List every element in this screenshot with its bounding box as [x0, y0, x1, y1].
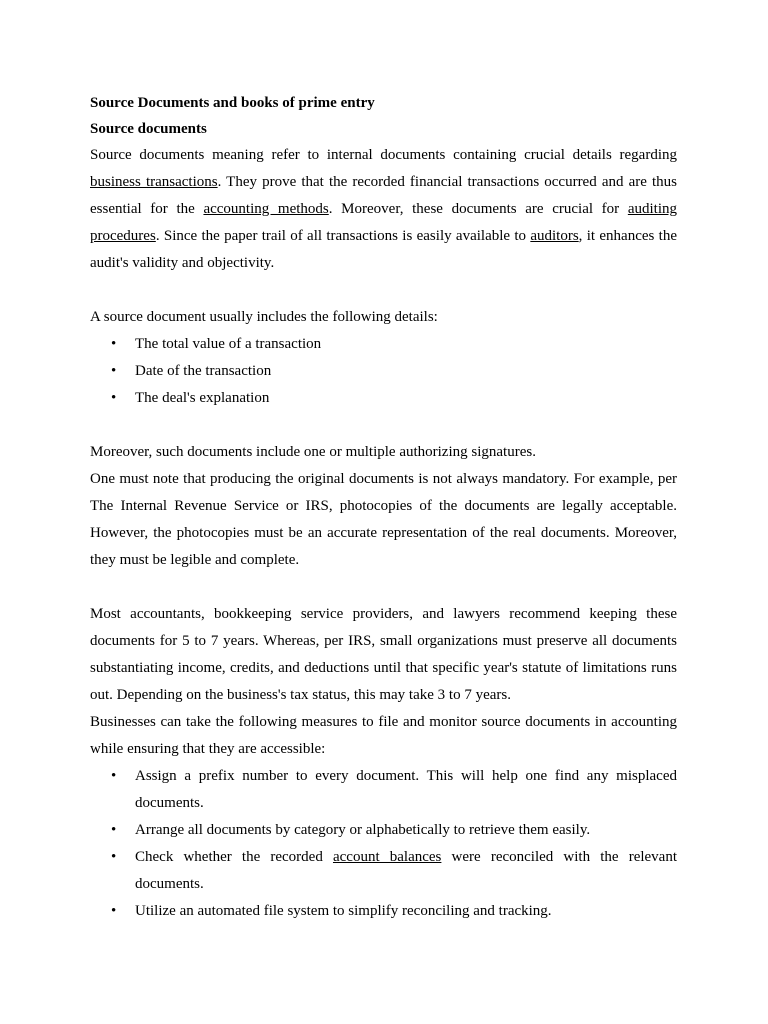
intro-text-1: Source documents meaning refer to internal documents containing crucial details regarding: [90, 147, 677, 163]
document-title: Source Documents and books of prime entry: [90, 95, 375, 111]
list-item-text: were reconciled with the relevant documents.: [135, 849, 678, 892]
bullet-icon: •: [111, 849, 117, 865]
list-item-text: The deal's explanation: [135, 390, 270, 406]
intro-text-4: . Since the paper trail of all transactions is easily available to: [155, 228, 531, 244]
document-page: [90, 90, 677, 925]
list-item: [90, 898, 677, 925]
spacer: [90, 574, 677, 601]
list-item-text: Date of the transaction: [135, 363, 272, 379]
list-item-text: Arrange all documents by category or alphabetically to retrieve them easily.: [135, 822, 591, 838]
intro-text-2: . They prove that the recorded financial transactions occurred and are thus essential for the: [90, 174, 677, 217]
bullet-icon: •: [111, 363, 117, 379]
spacer: [90, 412, 677, 439]
list-item: [90, 385, 677, 412]
spacer: [90, 277, 677, 304]
section-heading-source-documents: Source documents: [90, 121, 207, 137]
list-item: [90, 763, 677, 817]
retention-paragraph: Most accountants, bookkeeping service providers, and lawyers recommend keeping these documents for 5 to 7 years. Whereas, per IRS, small organizations must preserve all documents substantiating income, credits, and deductions until that specific year's statute of limitations runs out. Depending on the business's tax status, this may take 3 to 7 years.: [90, 606, 677, 703]
link-business-transactions[interactable]: business transactions: [90, 174, 218, 190]
bullet-icon: •: [111, 903, 117, 919]
signatures-paragraph: Moreover, such documents include one or multiple authorizing signatures.: [90, 444, 536, 460]
measures-list: [90, 763, 677, 925]
details-list: [90, 331, 677, 412]
link-auditors[interactable]: auditors: [530, 228, 579, 244]
list-item-text: Assign a prefix number to every document. This will help one find any misplaced documents.: [135, 768, 677, 811]
originals-paragraph: One must note that producing the original documents is not always mandatory. For example, per The Internal Revenue Service or IRS, photocopies of the documents are legally acceptable. However, the photocopies must be an accurate representation of the real documents. Moreover, they must be legible and complete.: [90, 471, 677, 568]
bullet-icon: •: [111, 822, 117, 838]
intro-paragraph: [90, 142, 677, 277]
details-intro: A source document usually includes the following details:: [90, 309, 438, 325]
bullet-icon: •: [111, 336, 117, 352]
list-item: [90, 817, 677, 844]
intro-text-3: . Moreover, these documents are crucial for: [328, 201, 628, 217]
bullet-icon: •: [111, 768, 117, 784]
list-item: [90, 331, 677, 358]
measures-intro: Businesses can take the following measures to file and monitor source documents in accounting while ensuring that they are accessible:: [90, 714, 677, 757]
list-item: [90, 358, 677, 385]
list-item-text: Check whether the recorded: [135, 849, 333, 865]
link-accounting-methods[interactable]: accounting methods: [203, 201, 329, 217]
intro-text-5: , it enhances the audit's validity and objectivity.: [90, 228, 677, 271]
bullet-icon: •: [111, 390, 117, 406]
link-auditing-procedures[interactable]: auditing procedures: [90, 201, 678, 244]
link-account-balances[interactable]: account balances: [332, 849, 442, 865]
list-item-text: The total value of a transaction: [135, 336, 322, 352]
list-item-text: Utilize an automated file system to simplify reconciling and tracking.: [135, 903, 552, 919]
list-item: [90, 844, 677, 898]
